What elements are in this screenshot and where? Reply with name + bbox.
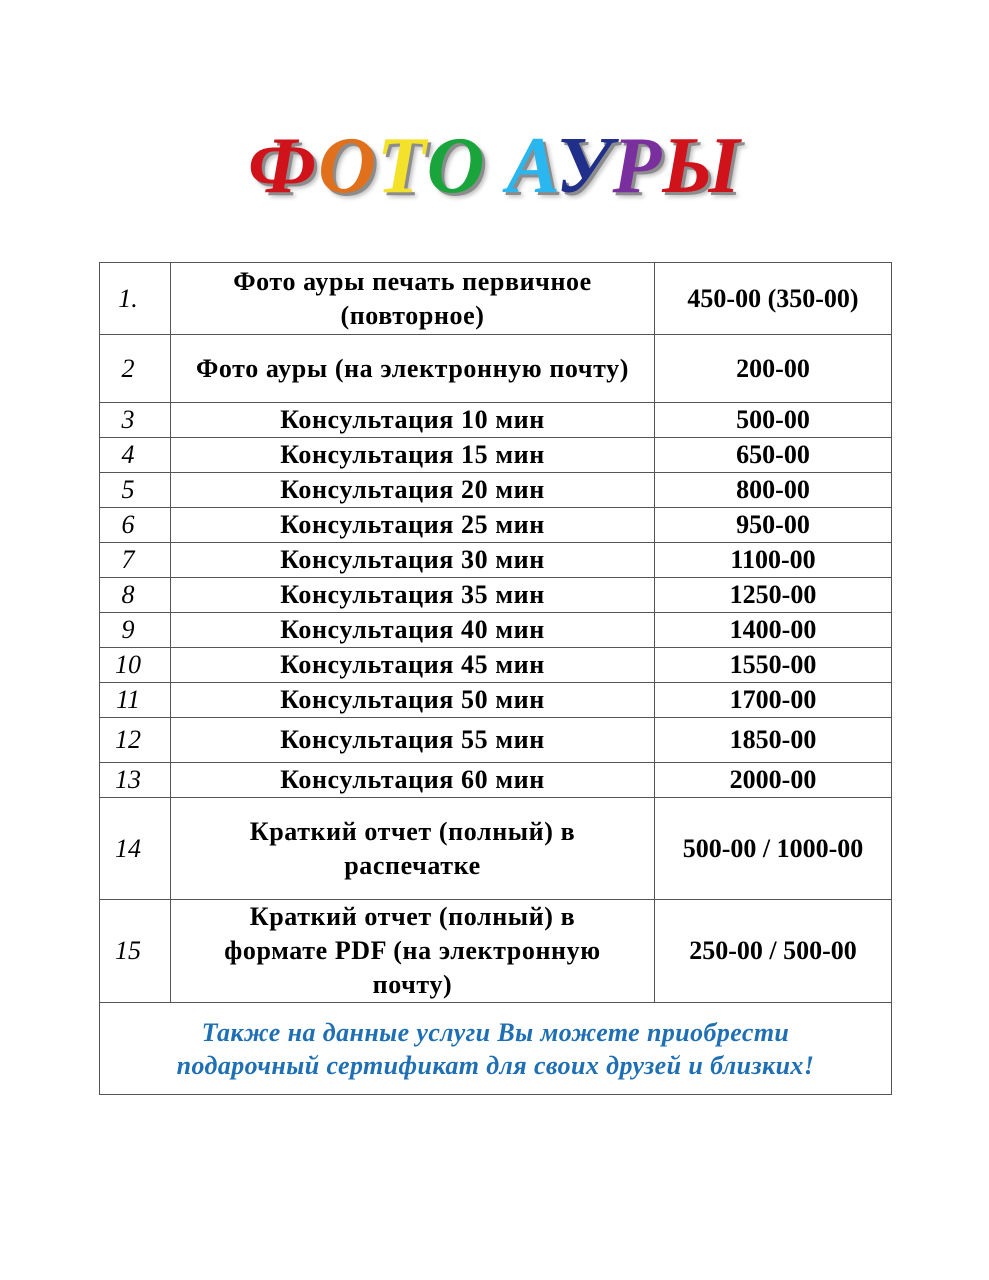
service-price: 2000-00	[655, 763, 892, 798]
service-price: 450-00 (350-00)	[655, 263, 892, 335]
title-letter: Ф	[248, 122, 319, 210]
table-row	[100, 438, 892, 473]
table-row	[100, 263, 892, 335]
service-name: Фото ауры (на электронную почту)	[171, 335, 655, 403]
service-name: Краткий отчет (полный) в формате PDF (на электронную почту)	[171, 900, 655, 1003]
table-row	[100, 473, 892, 508]
service-price: 1250-00	[655, 578, 892, 613]
footer-row	[100, 1003, 892, 1095]
row-number: 12	[100, 718, 171, 763]
row-number: 2	[100, 335, 171, 403]
title-letter: Т	[376, 122, 427, 210]
table-row	[100, 335, 892, 403]
row-number: 3	[100, 403, 171, 438]
service-name: Консультация 55 мин	[171, 718, 655, 763]
service-name: Краткий отчет (полный) в распечатке	[171, 798, 655, 900]
service-name: Консультация 30 мин	[171, 543, 655, 578]
row-number: 7	[100, 543, 171, 578]
service-price: 1550-00	[655, 648, 892, 683]
service-name: Консультация 40 мин	[171, 613, 655, 648]
service-name: Консультация 20 мин	[171, 473, 655, 508]
service-price: 500-00	[655, 403, 892, 438]
table-row	[100, 683, 892, 718]
service-name: Консультация 15 мин	[171, 438, 655, 473]
service-name: Консультация 50 мин	[171, 683, 655, 718]
service-name: Консультация 10 мин	[171, 403, 655, 438]
table-row	[100, 718, 892, 763]
service-price: 250-00 / 500-00	[655, 900, 892, 1003]
service-price: 1400-00	[655, 613, 892, 648]
row-number: 8	[100, 578, 171, 613]
title-letter: О	[318, 122, 377, 210]
table-row	[100, 900, 892, 1003]
service-price: 1700-00	[655, 683, 892, 718]
title-letter: А	[506, 122, 556, 210]
row-number: 4	[100, 438, 171, 473]
service-name: Фото ауры печать первичное (повторное)	[171, 263, 655, 335]
gift-certificate-note: Также на данные услуги Вы можете приобрести подарочный сертификат для своих друзей и близких!	[100, 1003, 892, 1095]
table-row	[100, 403, 892, 438]
service-price: 800-00	[655, 473, 892, 508]
table-row	[100, 578, 892, 613]
page-title	[0, 118, 989, 214]
service-price: 950-00	[655, 508, 892, 543]
service-price: 200-00	[655, 335, 892, 403]
row-number: 10	[100, 648, 171, 683]
row-number: 6	[100, 508, 171, 543]
row-number: 9	[100, 613, 171, 648]
service-price: 1100-00	[655, 543, 892, 578]
service-name: Консультация 25 мин	[171, 508, 655, 543]
service-name: Консультация 45 мин	[171, 648, 655, 683]
service-price: 500-00 / 1000-00	[655, 798, 892, 900]
row-number: 11	[100, 683, 171, 718]
title-letter	[486, 122, 507, 210]
table-row	[100, 508, 892, 543]
table-row	[100, 648, 892, 683]
row-number: 1.	[100, 263, 171, 335]
table-row	[100, 763, 892, 798]
table-row	[100, 543, 892, 578]
title-letter: О	[426, 122, 486, 210]
row-number: 15	[100, 900, 171, 1003]
title-letter: Ы	[662, 122, 741, 210]
price-table	[99, 262, 892, 1095]
service-price: 650-00	[655, 438, 892, 473]
table-row	[100, 798, 892, 900]
row-number: 13	[100, 763, 171, 798]
table-row	[100, 613, 892, 648]
title-letter: Р	[612, 122, 663, 210]
title-letter: У	[555, 122, 613, 210]
service-name: Консультация 35 мин	[171, 578, 655, 613]
service-price: 1850-00	[655, 718, 892, 763]
service-name: Консультация 60 мин	[171, 763, 655, 798]
row-number: 5	[100, 473, 171, 508]
row-number: 14	[100, 798, 171, 900]
